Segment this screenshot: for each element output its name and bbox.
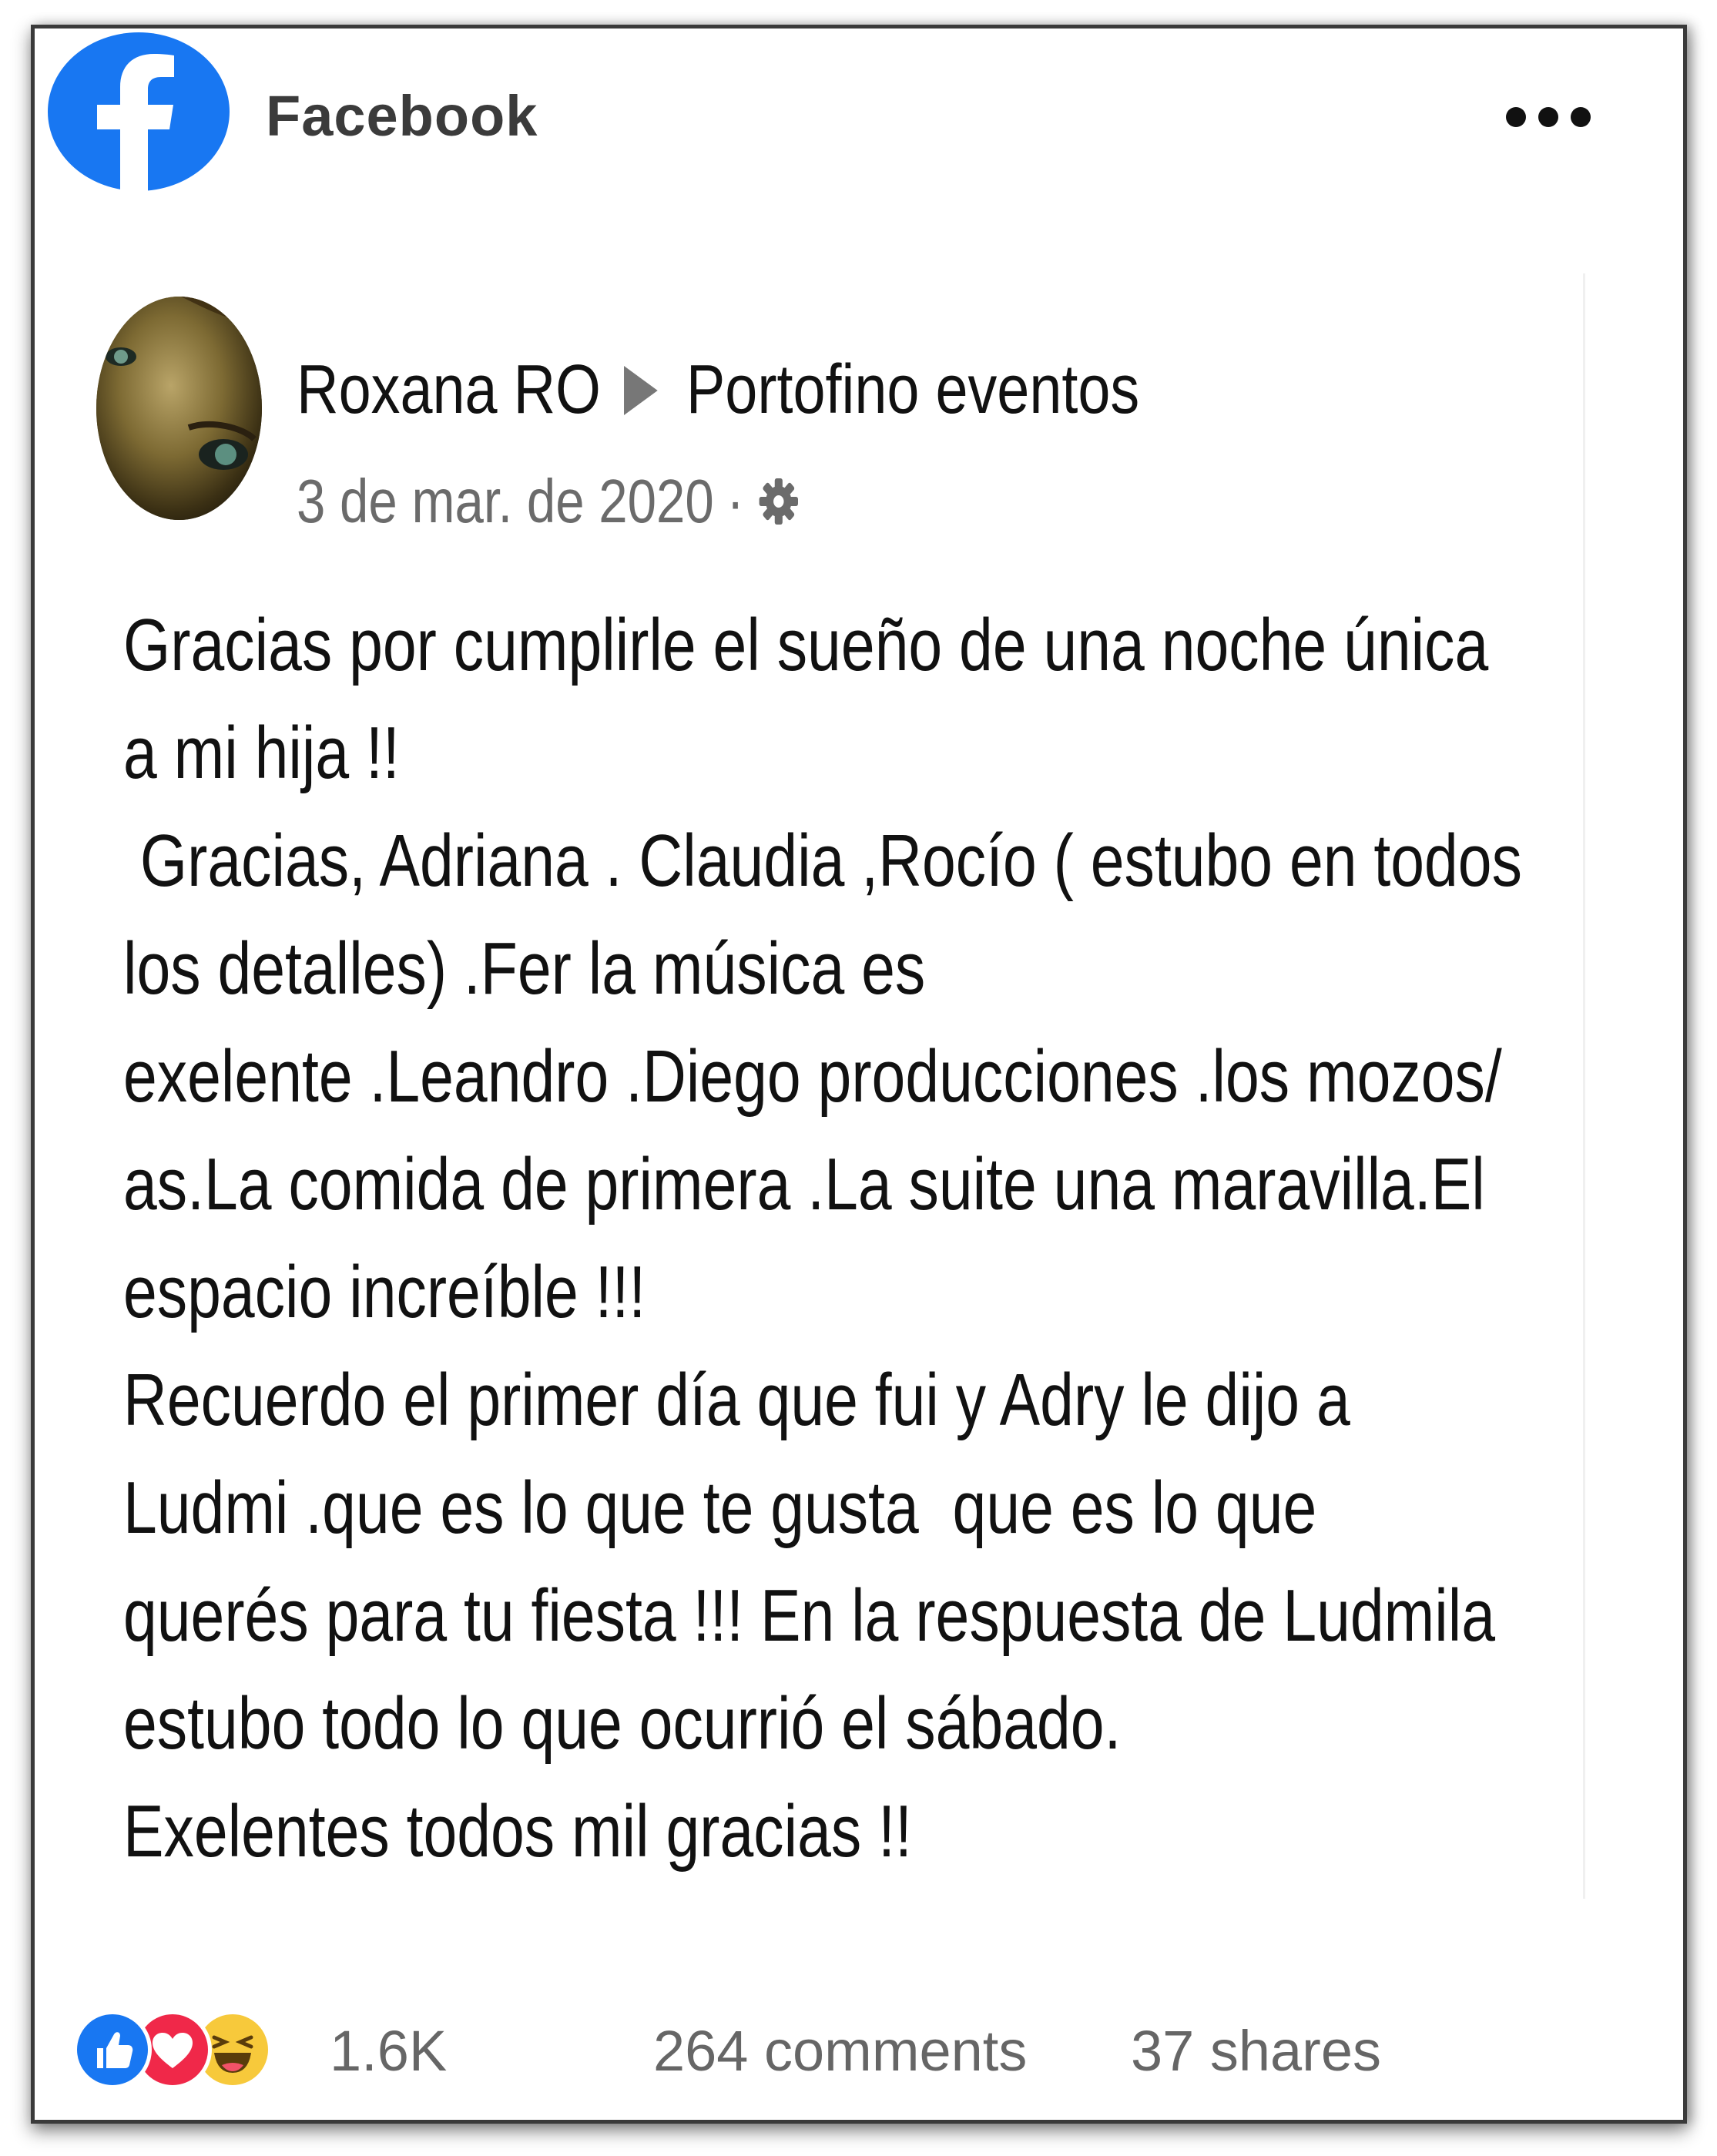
target-page-link[interactable]: Portofino eventos xyxy=(686,351,1140,428)
post-text-line: a mi hija !! xyxy=(123,712,400,794)
meta-separator: · xyxy=(726,467,744,535)
post-text-line: exelente .Leandro .Diego producciones .los mozos/ xyxy=(123,1035,1502,1118)
shares-count-link[interactable]: 37 shares xyxy=(1131,2019,1381,2083)
post-text-line: Exelentes todos mil gracias !! xyxy=(123,1790,912,1873)
post-text-line: Recuerdo el primer día que fui y Adry le dijo a xyxy=(123,1359,1350,1441)
author-name-link[interactable]: Roxana RO xyxy=(297,351,601,428)
comments-count-link[interactable]: 264 comments xyxy=(653,2019,1028,2083)
post-text-line: Ludmi .que es lo que te gusta que es lo que xyxy=(123,1467,1317,1549)
gear-icon[interactable] xyxy=(757,476,800,527)
avatar-photo xyxy=(96,297,262,520)
post-date[interactable]: 3 de mar. de 2020 xyxy=(297,467,714,535)
post-text-line: estubo todo lo que ocurrió el sábado. xyxy=(123,1682,1122,1765)
post-text-line: los detalles) .Fer la música es xyxy=(123,927,926,1010)
post-text xyxy=(123,592,1582,1886)
post-meta xyxy=(297,466,800,537)
reaction-count[interactable]: 1.6K xyxy=(330,2019,448,2083)
avatar[interactable] xyxy=(96,297,262,520)
facebook-logo-icon[interactable] xyxy=(46,31,231,193)
more-options-button[interactable] xyxy=(1506,102,1591,132)
brand-name[interactable]: Facebook xyxy=(266,84,538,148)
post-text-line: querés para tu fiesta !!! En la respuesta de Ludmila xyxy=(123,1574,1496,1657)
like-icon xyxy=(73,2010,152,2089)
reaction-icons[interactable] xyxy=(73,2010,304,2087)
post-text-line: espacio increíble !!! xyxy=(123,1251,646,1333)
post-text-line: Gracias por cumplirle el sueño de una noche única xyxy=(123,604,1489,686)
post-text-line: Gracias, Adriana . Claudia ,Rocío ( estubo en todos xyxy=(123,820,1522,902)
more-dots-icon xyxy=(1506,107,1526,127)
post-author-line xyxy=(297,350,1139,430)
triangle-right-icon xyxy=(624,366,658,415)
post-text-line: as.La comida de primera .La suite una maravilla.El xyxy=(123,1143,1485,1226)
